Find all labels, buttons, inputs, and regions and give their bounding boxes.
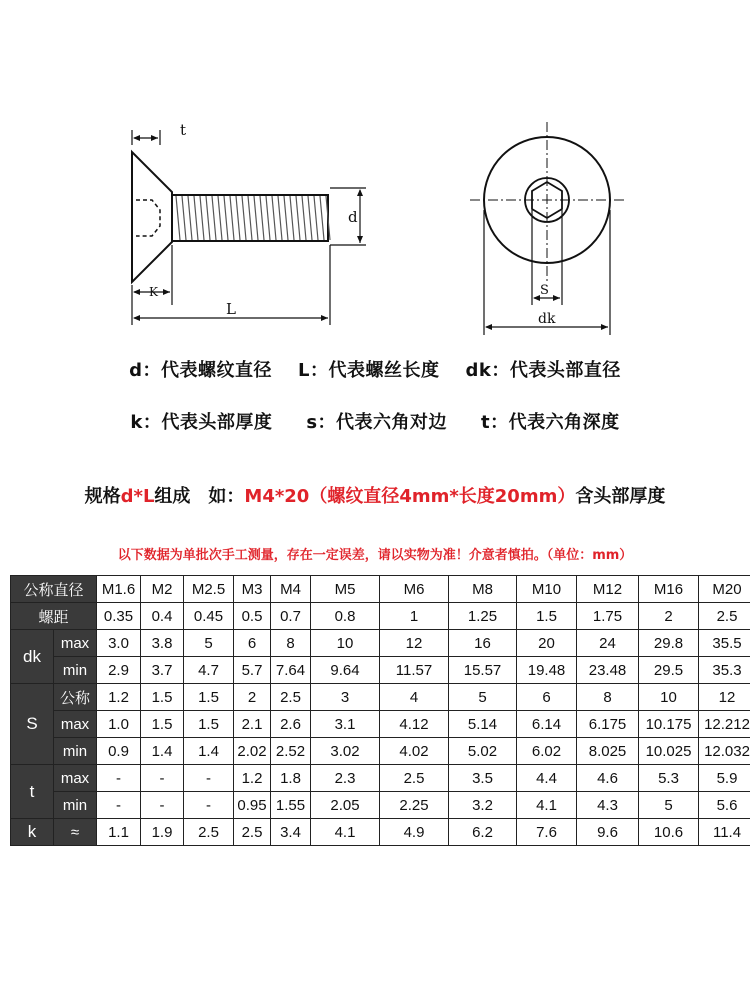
k-label: k: [11, 819, 54, 846]
dk-min-cell: 15.57: [449, 657, 517, 684]
size-cell: M2: [141, 576, 184, 603]
t-min-cell: 1.55: [271, 792, 311, 819]
size-cell: M5: [311, 576, 380, 603]
dk-max-cell: 8: [271, 630, 311, 657]
pitch-cell: 0.45: [184, 603, 234, 630]
t-min-cell: 4.3: [577, 792, 639, 819]
t-max-cell: 5.3: [639, 765, 699, 792]
label-t: t: [180, 121, 187, 139]
dk-min-cell: 29.5: [639, 657, 699, 684]
t-min-cell: 2.05: [311, 792, 380, 819]
s-max-label: max: [54, 711, 97, 738]
s-nominal-cell: 1.5: [141, 684, 184, 711]
s-min-cell: 1.4: [184, 738, 234, 765]
s-min-cell: 10.025: [639, 738, 699, 765]
size-cell: M4: [271, 576, 311, 603]
spec-line: [0, 482, 750, 508]
dk-min-cell: 35.3: [699, 657, 750, 684]
s-max-cell: 1.5: [184, 711, 234, 738]
pitch-cell: 1.75: [577, 603, 639, 630]
dk-min-cell: 11.57: [380, 657, 449, 684]
pitch-cell: 1.5: [517, 603, 577, 630]
t-max-cell: 1.2: [234, 765, 271, 792]
s-max-cell: 10.175: [639, 711, 699, 738]
t-min-cell: -: [97, 792, 141, 819]
t-max-cell: 3.5: [449, 765, 517, 792]
k-cell: 6.2: [449, 819, 517, 846]
dk-max-cell: 6: [234, 630, 271, 657]
s-max-cell: 2.6: [271, 711, 311, 738]
legend-L: L：代表螺丝长度: [298, 360, 440, 381]
pitch-cell: 0.4: [141, 603, 184, 630]
s-max-cell: 6.175: [577, 711, 639, 738]
dk-max-cell: 16: [449, 630, 517, 657]
dk-max-cell: 20: [517, 630, 577, 657]
s-min-cell: 1.4: [141, 738, 184, 765]
dk-max-cell: 12: [380, 630, 449, 657]
legend-row-1: [0, 356, 750, 382]
dk-max-cell: 3.0: [97, 630, 141, 657]
t-max-cell: -: [97, 765, 141, 792]
t-max-cell: 4.6: [577, 765, 639, 792]
t-min-cell: 3.2: [449, 792, 517, 819]
s-nominal-cell: 3: [311, 684, 380, 711]
pitch-cell: 1: [380, 603, 449, 630]
k-cell: 4.9: [380, 819, 449, 846]
k-row: [11, 819, 750, 846]
pitch-row: [11, 603, 750, 630]
t-max-cell: -: [184, 765, 234, 792]
s-max-cell: 1.0: [97, 711, 141, 738]
s-min-cell: 8.025: [577, 738, 639, 765]
dk-max-cell: 10: [311, 630, 380, 657]
s-max-cell: 4.12: [380, 711, 449, 738]
k-cell: 3.4: [271, 819, 311, 846]
s-min-label: min: [54, 738, 97, 765]
legend-d: d：代表螺纹直径: [129, 360, 273, 381]
pitch-cell: 1.25: [449, 603, 517, 630]
dk-max-cell: 24: [577, 630, 639, 657]
t-max-cell: -: [141, 765, 184, 792]
s-max-cell: 2.1: [234, 711, 271, 738]
dk-min-cell: 23.48: [577, 657, 639, 684]
s-min-cell: 2.02: [234, 738, 271, 765]
t-max-cell: 1.8: [271, 765, 311, 792]
s-nominal-cell: 1.5: [184, 684, 234, 711]
t-min-cell: 5: [639, 792, 699, 819]
t-min-cell: 2.25: [380, 792, 449, 819]
dk-min-cell: 7.64: [271, 657, 311, 684]
s-max-cell: 3.1: [311, 711, 380, 738]
s-nominal-label: 公称: [54, 684, 97, 711]
k-cell: 7.6: [517, 819, 577, 846]
dk-min-label: min: [54, 657, 97, 684]
s-min-cell: 3.02: [311, 738, 380, 765]
spec-prefix: 规格: [84, 486, 121, 507]
s-nominal-cell: 4: [380, 684, 449, 711]
t-max-label: max: [54, 765, 97, 792]
t-min-cell: 5.6: [699, 792, 750, 819]
label-d: d: [348, 208, 358, 226]
legend-s: s：代表六角对边: [306, 412, 448, 433]
dk-min-cell: 4.7: [184, 657, 234, 684]
spec-table: [10, 575, 750, 846]
s-nominal-cell: 2: [234, 684, 271, 711]
k-cell: 1.1: [97, 819, 141, 846]
t-min-row: [11, 792, 750, 819]
s-min-cell: 4.02: [380, 738, 449, 765]
s-min-cell: 6.02: [517, 738, 577, 765]
dk-max-cell: 35.5: [699, 630, 750, 657]
t-min-cell: 4.1: [517, 792, 577, 819]
size-cell: M2.5: [184, 576, 234, 603]
size-cell: M3: [234, 576, 271, 603]
s-max-cell: 1.5: [141, 711, 184, 738]
t-min-label: min: [54, 792, 97, 819]
k-cell: 1.9: [141, 819, 184, 846]
spec-example: M4*20（螺纹直径4mm*长度20mm）: [244, 486, 576, 507]
label-s: S: [540, 283, 549, 298]
k-approx-label: ≈: [54, 819, 97, 846]
t-min-cell: -: [141, 792, 184, 819]
header-label: 公称直径: [11, 576, 97, 603]
dk-min-cell: 2.9: [97, 657, 141, 684]
size-cell: M6: [380, 576, 449, 603]
t-min-cell: 0.95: [234, 792, 271, 819]
s-nominal-cell: 10: [639, 684, 699, 711]
t-max-cell: 2.5: [380, 765, 449, 792]
screw-top-view: [470, 122, 624, 335]
k-cell: 4.1: [311, 819, 380, 846]
s-min-row: [11, 738, 750, 765]
t-max-row: [11, 765, 750, 792]
s-nominal-cell: 2.5: [271, 684, 311, 711]
dk-min-cell: 9.64: [311, 657, 380, 684]
screw-side-view: [132, 152, 328, 282]
s-max-cell: 6.14: [517, 711, 577, 738]
dk-max-cell: 5: [184, 630, 234, 657]
s-label: S: [11, 684, 54, 765]
label-L: L: [226, 300, 236, 318]
k-cell: 2.5: [234, 819, 271, 846]
dk-min-row: [11, 657, 750, 684]
t-label: t: [11, 765, 54, 819]
k-cell: 10.6: [639, 819, 699, 846]
legend-t: t：代表六角深度: [481, 412, 620, 433]
size-cell: M16: [639, 576, 699, 603]
s-nominal-cell: 5: [449, 684, 517, 711]
pitch-cell: 2.5: [699, 603, 750, 630]
label-dk: dk: [538, 311, 556, 327]
screw-technical-drawing: [0, 0, 750, 340]
dk-min-cell: 19.48: [517, 657, 577, 684]
legend-k: k：代表头部厚度: [130, 412, 273, 433]
t-min-cell: -: [184, 792, 234, 819]
dk-max-cell: 3.8: [141, 630, 184, 657]
dk-min-cell: 3.7: [141, 657, 184, 684]
t-max-cell: 4.4: [517, 765, 577, 792]
size-cell: M10: [517, 576, 577, 603]
dk-label: dk: [11, 630, 54, 684]
s-nominal-cell: 8: [577, 684, 639, 711]
s-min-cell: 12.032: [699, 738, 750, 765]
spec-middle: 组成 如：: [154, 486, 245, 507]
size-cell: M1.6: [97, 576, 141, 603]
size-cell: M20: [699, 576, 750, 603]
s-max-cell: 5.14: [449, 711, 517, 738]
t-max-cell: 5.9: [699, 765, 750, 792]
spec-formula: d*L: [120, 486, 155, 507]
spec-suffix: 含头部厚度: [575, 486, 666, 507]
s-min-cell: 0.9: [97, 738, 141, 765]
k-cell: 2.5: [184, 819, 234, 846]
s-max-row: [11, 711, 750, 738]
dk-max-label: max: [54, 630, 97, 657]
t-max-cell: 2.3: [311, 765, 380, 792]
header-row: [11, 576, 750, 603]
s-nominal-row: [11, 684, 750, 711]
s-nominal-cell: 6: [517, 684, 577, 711]
size-cell: M12: [577, 576, 639, 603]
dk-min-cell: 5.7: [234, 657, 271, 684]
pitch-cell: 0.35: [97, 603, 141, 630]
legend-row-2: [0, 408, 750, 434]
pitch-label: 螺距: [11, 603, 97, 630]
s-nominal-cell: 12: [699, 684, 750, 711]
measurement-note: 以下数据为单批次手工测量，存在一定误差，请以实物为准！介意者慎拍。（单位：mm）: [117, 548, 633, 563]
dk-max-row: [11, 630, 750, 657]
s-min-cell: 2.52: [271, 738, 311, 765]
s-max-cell: 12.212: [699, 711, 750, 738]
k-cell: 9.6: [577, 819, 639, 846]
s-min-cell: 5.02: [449, 738, 517, 765]
dk-max-cell: 29.8: [639, 630, 699, 657]
pitch-cell: 2: [639, 603, 699, 630]
s-nominal-cell: 1.2: [97, 684, 141, 711]
size-cell: M8: [449, 576, 517, 603]
k-cell: 11.4: [699, 819, 750, 846]
legend-dk: dk：代表头部直径: [465, 360, 621, 381]
pitch-cell: 0.5: [234, 603, 271, 630]
pitch-cell: 0.7: [271, 603, 311, 630]
label-k: K: [149, 285, 158, 299]
pitch-cell: 0.8: [311, 603, 380, 630]
